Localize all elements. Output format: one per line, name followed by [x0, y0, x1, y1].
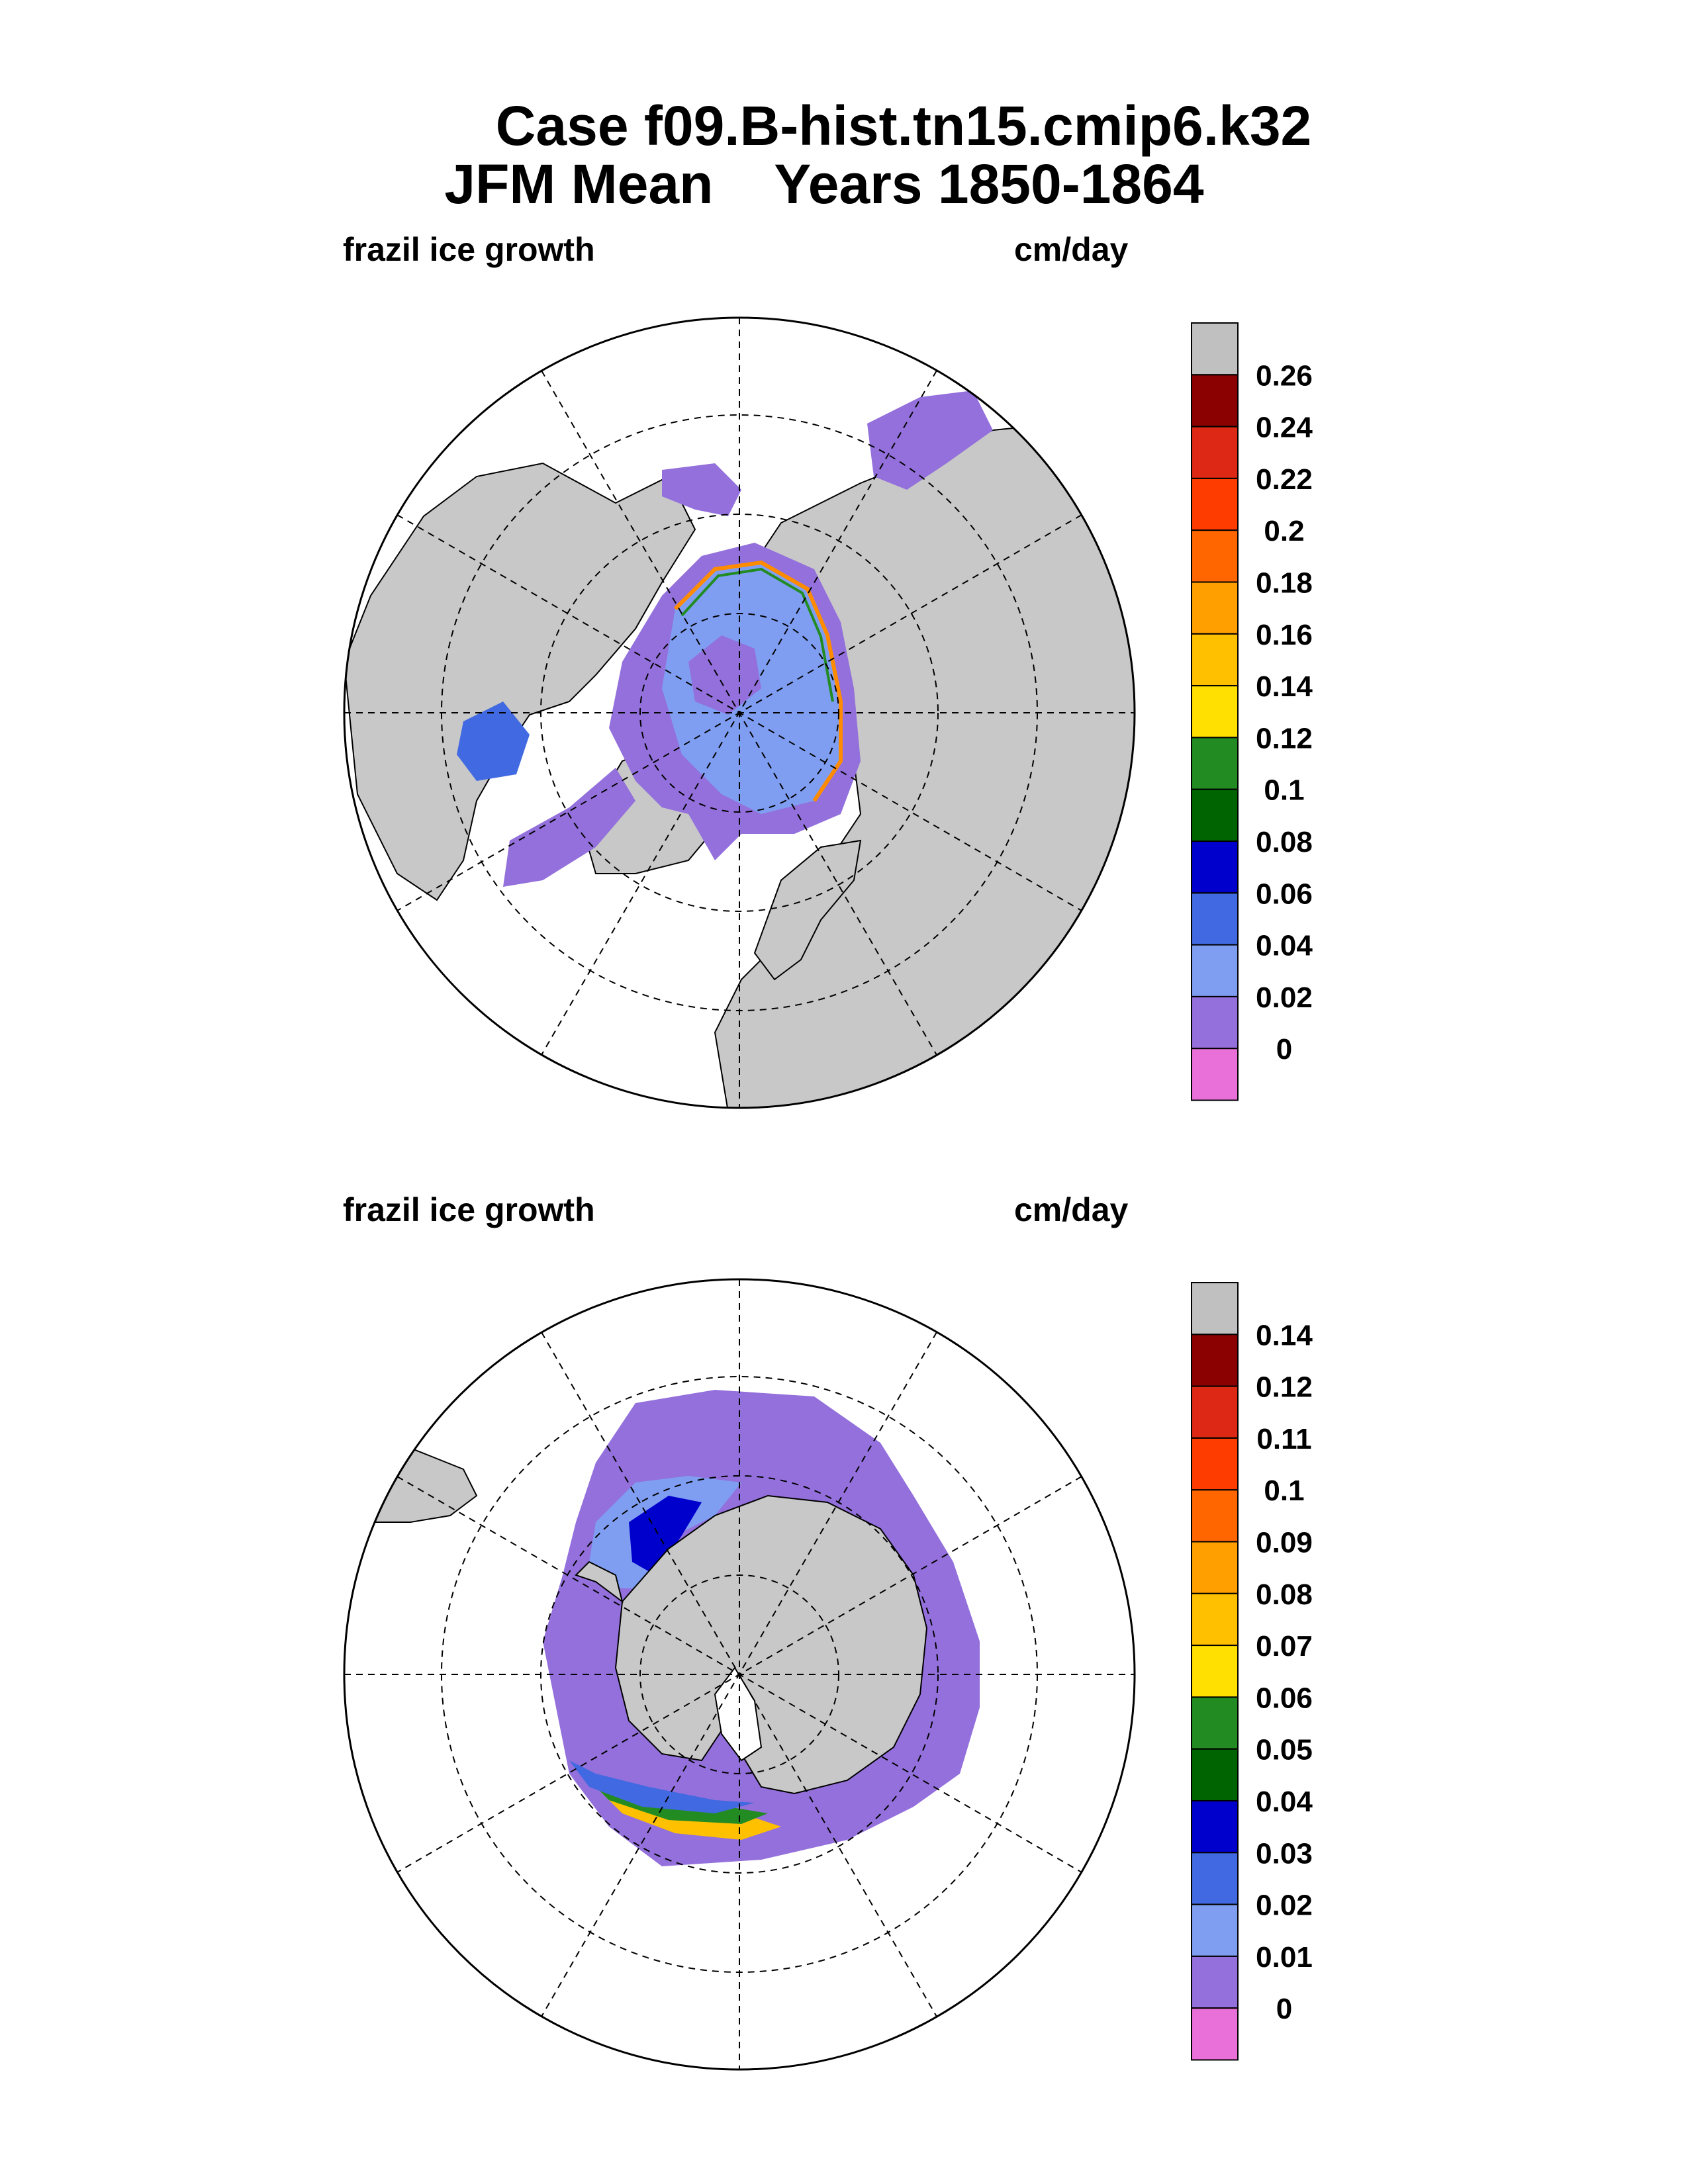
south-colorbar-box-3	[1192, 1852, 1238, 1904]
north-colorbar-box-0	[1192, 1048, 1238, 1100]
north-variable-label: frazil ice growth	[343, 231, 595, 268]
south-colorbar-label: 0.05	[1256, 1733, 1313, 1766]
south-colorbar-label: 0.02	[1256, 1889, 1313, 1922]
north-colorbar-box-14	[1192, 323, 1238, 375]
north-colorbar-label: 0.26	[1256, 359, 1313, 392]
south-colorbar-label: 0.01	[1256, 1940, 1313, 1974]
south-variable-label: frazil ice growth	[343, 1191, 595, 1228]
north-colorbar-box-8	[1192, 634, 1238, 686]
north-colorbar-box-1	[1192, 997, 1238, 1048]
north-colorbar-label: 0.04	[1256, 929, 1313, 962]
south-map-content	[331, 1271, 1152, 2091]
south-colorbar-box-13	[1192, 1334, 1238, 1386]
south-colorbar-box-0	[1192, 2008, 1238, 2060]
south-colorbar-label: 0.07	[1256, 1630, 1313, 1663]
figure-title-case: Case f09.B-hist.tn15.cmip6.k32	[495, 95, 1312, 157]
south-polar-map	[0, 1125, 1688, 2184]
south-colorbar-label: 0.11	[1256, 1422, 1312, 1455]
south-colorbar-box-7	[1192, 1645, 1238, 1697]
figure-title-period: JFM Mean Years 1850-1864	[444, 153, 1204, 215]
north-colorbar	[1192, 323, 1313, 1101]
north-colorbar-box-9	[1192, 582, 1238, 634]
north-colorbar-label: 0.24	[1256, 411, 1313, 444]
south-colorbar-label: 0.04	[1256, 1786, 1313, 1818]
north-colorbar-label: 0	[1276, 1033, 1293, 1066]
south-colorbar-box-6	[1192, 1697, 1238, 1749]
north-colorbar-label: 0.1	[1264, 774, 1305, 807]
south-colorbar-label: 0.14	[1256, 1319, 1313, 1352]
north-colorbar-box-3	[1192, 893, 1238, 944]
south-colorbar-label: 0.12	[1256, 1371, 1313, 1404]
north-colorbar-box-12	[1192, 427, 1238, 478]
north-colorbar-label: 0.22	[1256, 463, 1313, 496]
north-colorbar-label: 0.08	[1256, 826, 1313, 858]
south-colorbar-box-4	[1192, 1801, 1238, 1852]
south-colorbar-box-10	[1192, 1490, 1238, 1541]
south-colorbar-box-2	[1192, 1905, 1238, 1956]
north-colorbar-label: 0.16	[1256, 618, 1313, 651]
north-colorbar-box-7	[1192, 686, 1238, 737]
north-colorbar-box-2	[1192, 945, 1238, 997]
south-colorbar-box-8	[1192, 1594, 1238, 1645]
south-colorbar-box-5	[1192, 1749, 1238, 1801]
north-map-content	[331, 304, 1152, 1125]
north-colorbar-box-11	[1192, 478, 1238, 530]
north-colorbar-label: 0.02	[1256, 981, 1313, 1014]
north-colorbar-box-13	[1192, 375, 1238, 426]
south-colorbar	[1192, 1283, 1313, 2060]
north-colorbar-label: 0.14	[1256, 670, 1313, 704]
north-colorbar-label: 0.06	[1256, 878, 1313, 911]
north-colorbar-box-6	[1192, 737, 1238, 789]
south-colorbar-label: 0.06	[1256, 1682, 1313, 1715]
south-units-label: cm/day	[1014, 1191, 1129, 1228]
north-units-label: cm/day	[1014, 231, 1129, 268]
north-colorbar-label: 0.2	[1264, 515, 1305, 548]
south-colorbar-label: 0.1	[1264, 1475, 1305, 1508]
north-colorbar-box-10	[1192, 530, 1238, 582]
south-colorbar-label: 0.03	[1256, 1837, 1313, 1870]
south-colorbar-box-9	[1192, 1542, 1238, 1594]
north-colorbar-label: 0.12	[1256, 722, 1313, 755]
south-colorbar-box-14	[1192, 1283, 1238, 1334]
north-colorbar-label: 0.18	[1256, 567, 1313, 600]
south-colorbar-label: 0.08	[1256, 1578, 1313, 1611]
south-colorbar-box-11	[1192, 1438, 1238, 1490]
south-colorbar-box-1	[1192, 1956, 1238, 2008]
north-colorbar-box-4	[1192, 841, 1238, 893]
north-colorbar-box-5	[1192, 790, 1238, 841]
south-colorbar-box-12	[1192, 1387, 1238, 1438]
south-colorbar-label: 0	[1276, 1993, 1293, 2026]
south-colorbar-label: 0.09	[1256, 1526, 1313, 1559]
